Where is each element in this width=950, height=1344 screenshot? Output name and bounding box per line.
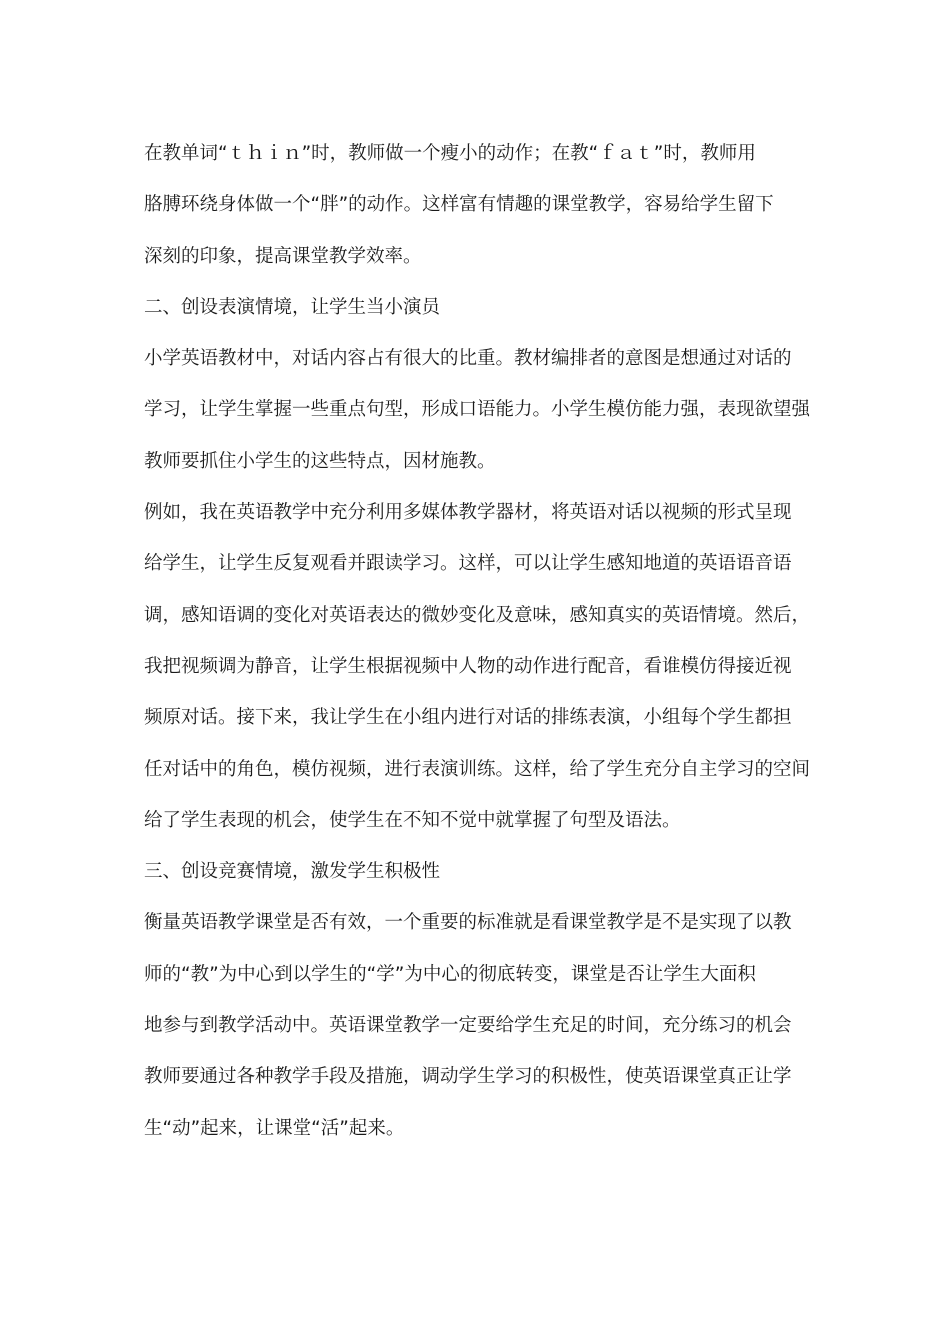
- text-line: 教师要通过各种教学手段及措施，调动学生学习的积极性，使英语课堂真正让学: [144, 1066, 792, 1088]
- text-line: 例如，我在英语教学中充分利用多媒体教学器材，将英语对话以视频的形式呈现: [144, 502, 792, 524]
- text-line: 师的“教”为中心到以学生的“学”为中心的彻底转变，课堂是否让学生大面积: [144, 963, 756, 985]
- text-line: 学习，让学生掌握一些重点句型，形成口语能力。小学生模仿能力强，表现欲望强: [144, 399, 811, 421]
- text-line: 衡量英语教学课堂是否有效，一个重要的标准就是看课堂教学是不是实现了以教: [144, 912, 792, 934]
- heading-text: 二、创设表演情境，让学生当小演员: [144, 296, 441, 318]
- text-line: 频原对话。接下来，我让学生在小组内进行对话的排练表演，小组每个学生都担: [144, 707, 792, 729]
- paragraph-example: [144, 487, 811, 846]
- text-line: 给学生，让学生反复观看并跟读学习。这样，可以让学生感知地道的英语语音语: [144, 553, 792, 575]
- text-line: 调，感知语调的变化对英语表达的微妙变化及意味，感知真实的英语情境。然后，: [144, 604, 811, 626]
- text-line: 在教单词“ｔｈｉｎ”时，教师做一个瘦小的动作；在教“ｆａｔ”时，教师用: [144, 143, 756, 164]
- heading-text: 三、创设竞赛情境，激发学生积极性: [144, 861, 441, 883]
- text-line: 小学英语教材中，对话内容占有很大的比重。教材编排者的意图是想通过对话的: [144, 348, 792, 370]
- paragraph-intro: [144, 128, 808, 282]
- text-line: 我把视频调为静音，让学生根据视频中人物的动作进行配音，看谁模仿得接近视: [144, 655, 792, 677]
- paragraph-measure: [144, 897, 808, 1153]
- section-heading-3: [144, 846, 808, 897]
- paragraph-dialogue: [144, 333, 811, 487]
- text-line: 地参与到教学活动中。英语课堂教学一定要给学生充足的时间，充分练习的机会: [144, 1015, 792, 1037]
- text-line: 深刻的印象，提高课堂教学效率。: [144, 245, 422, 267]
- text-line: 胳膊环绕身体做一个“胖”的动作。这样富有情趣的课堂教学，容易给学生留下: [144, 194, 774, 216]
- text-line: 任对话中的角色，模仿视频，进行表演训练。这样，给了学生充分自主学习的空间: [144, 758, 811, 780]
- document-body: [144, 128, 811, 1154]
- text-line: 教师要抓住小学生的这些特点，因材施教。: [144, 450, 496, 472]
- text-line: 生“动”起来，让课堂“活”起来。: [144, 1117, 405, 1139]
- text-line: 给了学生表现的机会，使学生在不知不觉中就掌握了句型及语法。: [144, 809, 681, 831]
- section-heading-2: [144, 282, 808, 333]
